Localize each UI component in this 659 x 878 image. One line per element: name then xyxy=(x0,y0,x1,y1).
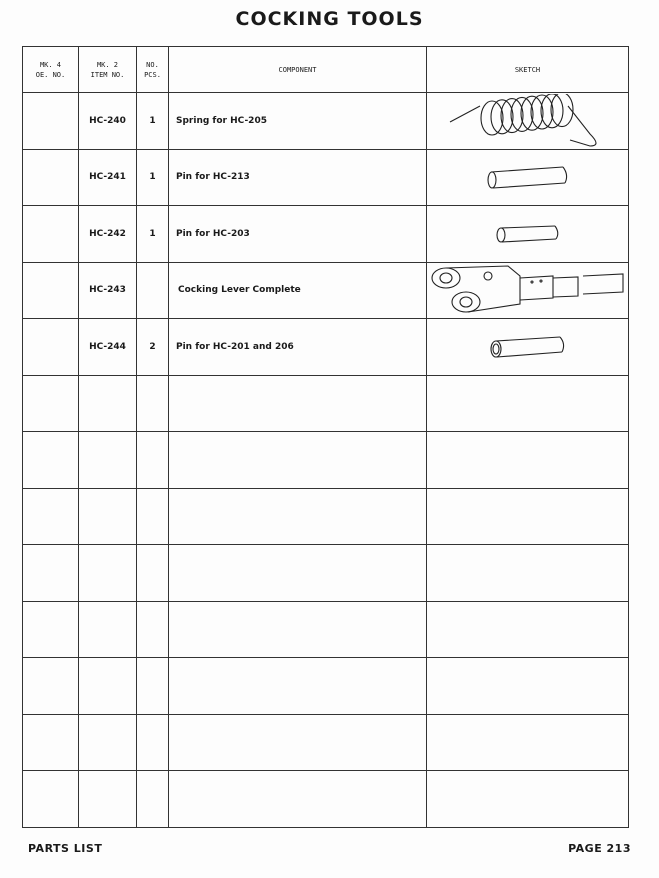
empty-row xyxy=(23,714,629,771)
empty-row xyxy=(23,432,629,489)
item-number: HC-241 xyxy=(79,149,137,206)
empty-cell xyxy=(23,714,79,771)
sketch-pin-short xyxy=(427,206,629,263)
mk4-cell xyxy=(23,262,79,319)
component-name: Pin for HC-203 xyxy=(169,206,427,263)
empty-cell xyxy=(79,432,137,489)
component-name: Cocking Lever Complete xyxy=(169,262,427,319)
empty-cell xyxy=(169,432,427,489)
empty-row xyxy=(23,771,629,828)
empty-cell xyxy=(137,714,169,771)
mk4-cell xyxy=(23,93,79,150)
item-number: HC-240 xyxy=(79,93,137,150)
sketch-pin-hollow xyxy=(427,319,629,376)
empty-cell xyxy=(137,771,169,828)
pieces-count: 1 xyxy=(137,93,169,150)
empty-cell xyxy=(23,601,79,658)
empty-cell xyxy=(137,658,169,715)
empty-cell xyxy=(169,658,427,715)
sketch-lever xyxy=(427,262,629,319)
footer-page-number: PAGE 213 xyxy=(568,842,631,855)
empty-cell xyxy=(79,488,137,545)
empty-cell xyxy=(23,658,79,715)
table-row xyxy=(23,262,629,319)
item-number: HC-244 xyxy=(79,319,137,376)
header-sketch: SKETCH xyxy=(427,47,629,93)
empty-row xyxy=(23,375,629,432)
empty-cell xyxy=(137,375,169,432)
table-header xyxy=(23,47,629,93)
pieces-count: 1 xyxy=(137,206,169,263)
component-name: Spring for HC-205 xyxy=(169,93,427,150)
empty-cell xyxy=(427,601,629,658)
empty-cell xyxy=(23,375,79,432)
empty-cell xyxy=(137,601,169,658)
empty-cell xyxy=(427,488,629,545)
empty-cell xyxy=(427,432,629,489)
empty-row xyxy=(23,488,629,545)
component-name: Pin for HC-213 xyxy=(169,149,427,206)
empty-cell xyxy=(79,601,137,658)
table-row xyxy=(23,319,629,376)
pieces-count: 2 xyxy=(137,319,169,376)
empty-cell xyxy=(79,545,137,602)
empty-cell xyxy=(169,601,427,658)
mk4-cell xyxy=(23,206,79,263)
mk4-cell xyxy=(23,319,79,376)
empty-cell xyxy=(23,432,79,489)
empty-cell xyxy=(23,545,79,602)
empty-cell xyxy=(137,432,169,489)
empty-cell xyxy=(79,771,137,828)
empty-row xyxy=(23,545,629,602)
empty-cell xyxy=(79,658,137,715)
empty-cell xyxy=(169,771,427,828)
empty-cell xyxy=(23,771,79,828)
sketch-pin-long xyxy=(427,149,629,206)
empty-cell xyxy=(169,545,427,602)
empty-cell xyxy=(79,375,137,432)
pieces-count xyxy=(137,262,169,319)
pieces-count: 1 xyxy=(137,149,169,206)
footer-left: PARTS LIST xyxy=(28,842,103,855)
page-title: COCKING TOOLS xyxy=(235,8,424,30)
empty-cell xyxy=(427,658,629,715)
empty-cell xyxy=(427,714,629,771)
empty-row xyxy=(23,601,629,658)
empty-cell xyxy=(23,488,79,545)
sketch-spring xyxy=(427,93,629,150)
item-number: HC-242 xyxy=(79,206,137,263)
empty-cell xyxy=(427,375,629,432)
empty-row xyxy=(23,658,629,715)
component-name: Pin for HC-201 and 206 xyxy=(169,319,427,376)
header-mk4: MK. 4 OE. NO. xyxy=(23,47,79,93)
empty-cell xyxy=(137,488,169,545)
header-component: COMPONENT xyxy=(169,47,427,93)
mk4-cell xyxy=(23,149,79,206)
empty-cell xyxy=(79,714,137,771)
header-pcs: NO. PCS. xyxy=(137,47,169,93)
empty-cell xyxy=(427,771,629,828)
header-mk2: MK. 2 ITEM NO. xyxy=(79,47,137,93)
table-row xyxy=(23,206,629,263)
empty-cell xyxy=(137,545,169,602)
item-number: HC-243 xyxy=(79,262,137,319)
table-row xyxy=(23,149,629,206)
empty-cell xyxy=(169,488,427,545)
parts-table xyxy=(22,46,629,828)
empty-cell xyxy=(169,375,427,432)
table-row xyxy=(23,93,629,150)
empty-cell xyxy=(169,714,427,771)
empty-cell xyxy=(427,545,629,602)
